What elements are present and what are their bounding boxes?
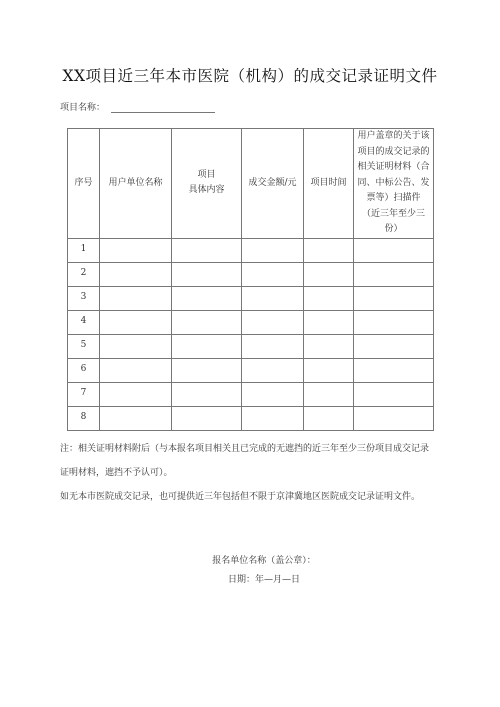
header-unit-name: 用户单位名称: [100, 129, 172, 239]
header-amount: 成交金额/元: [242, 129, 304, 239]
cell-amount[interactable]: [242, 406, 304, 430]
cell-project-content[interactable]: [172, 262, 242, 286]
cell-unit-name[interactable]: [100, 310, 172, 334]
note-line: 证明材料，遮挡不予认可）。: [60, 468, 173, 478]
table-row: [68, 262, 434, 286]
header-proof-line: 相关证明材料（合: [357, 162, 430, 172]
header-project-content: [172, 129, 242, 239]
cell-unit-name[interactable]: [100, 262, 172, 286]
cell-proof-materials[interactable]: [354, 334, 434, 358]
row-seq: 5: [68, 334, 100, 358]
project-name-field: [60, 100, 215, 113]
cell-amount[interactable]: [242, 382, 304, 406]
cell-proof-materials[interactable]: [354, 286, 434, 310]
header-proof-line: 项目的成交记录的: [357, 146, 430, 157]
header-proof-line: 份）: [384, 224, 403, 234]
header-proof-line: （近三年至少三: [361, 208, 425, 219]
cell-proof-materials[interactable]: [354, 406, 434, 430]
notes-section: [60, 437, 450, 509]
cell-unit-name[interactable]: [100, 286, 172, 310]
cell-unit-name[interactable]: [100, 334, 172, 358]
row-seq: 6: [68, 358, 100, 382]
cell-unit-name[interactable]: [100, 358, 172, 382]
cell-project-content[interactable]: [172, 406, 242, 430]
header-project-time: 项目时间: [304, 129, 354, 239]
cell-project-time[interactable]: [304, 334, 354, 358]
header-project-content-line1: 项目: [197, 169, 216, 180]
cell-amount[interactable]: [242, 310, 304, 334]
cell-project-time[interactable]: [304, 382, 354, 406]
cell-unit-name[interactable]: [100, 382, 172, 406]
cell-project-time[interactable]: [304, 406, 354, 430]
document-title: XX项目近三年本市医院（机构）的成交记录证明文件: [62, 67, 438, 85]
header-proof-materials: [354, 129, 434, 239]
table-row: [68, 310, 434, 334]
cell-proof-materials[interactable]: [354, 238, 434, 262]
header-proof-line: 用户盖章的关于该: [357, 131, 430, 141]
cell-unit-name[interactable]: [100, 406, 172, 430]
table-row: [68, 406, 434, 430]
row-seq: 8: [68, 406, 100, 430]
row-seq: 4: [68, 310, 100, 334]
row-seq: 7: [68, 382, 100, 406]
cell-project-time[interactable]: [304, 358, 354, 382]
signature-unit-label: 报名单位名称（盖公章）：: [212, 556, 316, 566]
cell-project-time[interactable]: [304, 310, 354, 334]
table-row: [68, 358, 434, 382]
cell-project-time[interactable]: [304, 238, 354, 262]
cell-project-time[interactable]: [304, 286, 354, 310]
header-seq: 序号: [68, 129, 100, 239]
transaction-records-table: [67, 128, 434, 431]
cell-proof-materials[interactable]: [354, 262, 434, 286]
cell-unit-name[interactable]: [100, 238, 172, 262]
header-proof-line: 票等）扫描件: [366, 193, 421, 203]
cell-project-content[interactable]: [172, 334, 242, 358]
project-name-blank: [111, 103, 215, 113]
cell-project-content[interactable]: [172, 382, 242, 406]
table-row: [68, 382, 434, 406]
cell-project-content[interactable]: [172, 238, 242, 262]
cell-proof-materials[interactable]: [354, 382, 434, 406]
note-line: 如无本市医院成交记录，也可提供近三年包括但不限于京津冀地区医院成交记录证明文件。: [60, 492, 421, 502]
header-proof-line: 同、中标公告、发: [357, 177, 430, 188]
cell-project-content[interactable]: [172, 310, 242, 334]
table-row: [68, 238, 434, 262]
note-line: 注：相关证明材料附后（与本报名项目相关且已完成的无遮挡的近三年至少三份项目成交记录: [60, 444, 430, 454]
header-project-content-line2: 具体内容: [188, 185, 225, 196]
cell-amount[interactable]: [242, 334, 304, 358]
table-row: [68, 286, 434, 310]
cell-project-content[interactable]: [172, 286, 242, 310]
cell-proof-materials[interactable]: [354, 310, 434, 334]
cell-proof-materials[interactable]: [354, 358, 434, 382]
cell-amount[interactable]: [242, 358, 304, 382]
cell-project-content[interactable]: [172, 358, 242, 382]
signature-date-label: 日期：年—月—日: [227, 575, 300, 585]
cell-amount[interactable]: [242, 262, 304, 286]
cell-amount[interactable]: [242, 238, 304, 262]
row-seq: 1: [68, 238, 100, 262]
cell-amount[interactable]: [242, 286, 304, 310]
row-seq: 3: [68, 286, 100, 310]
project-name-label: 项目名称：: [60, 103, 106, 113]
table-row: [68, 334, 434, 358]
table-header-row: [68, 129, 434, 239]
cell-project-time[interactable]: [304, 262, 354, 286]
row-seq: 2: [68, 262, 100, 286]
